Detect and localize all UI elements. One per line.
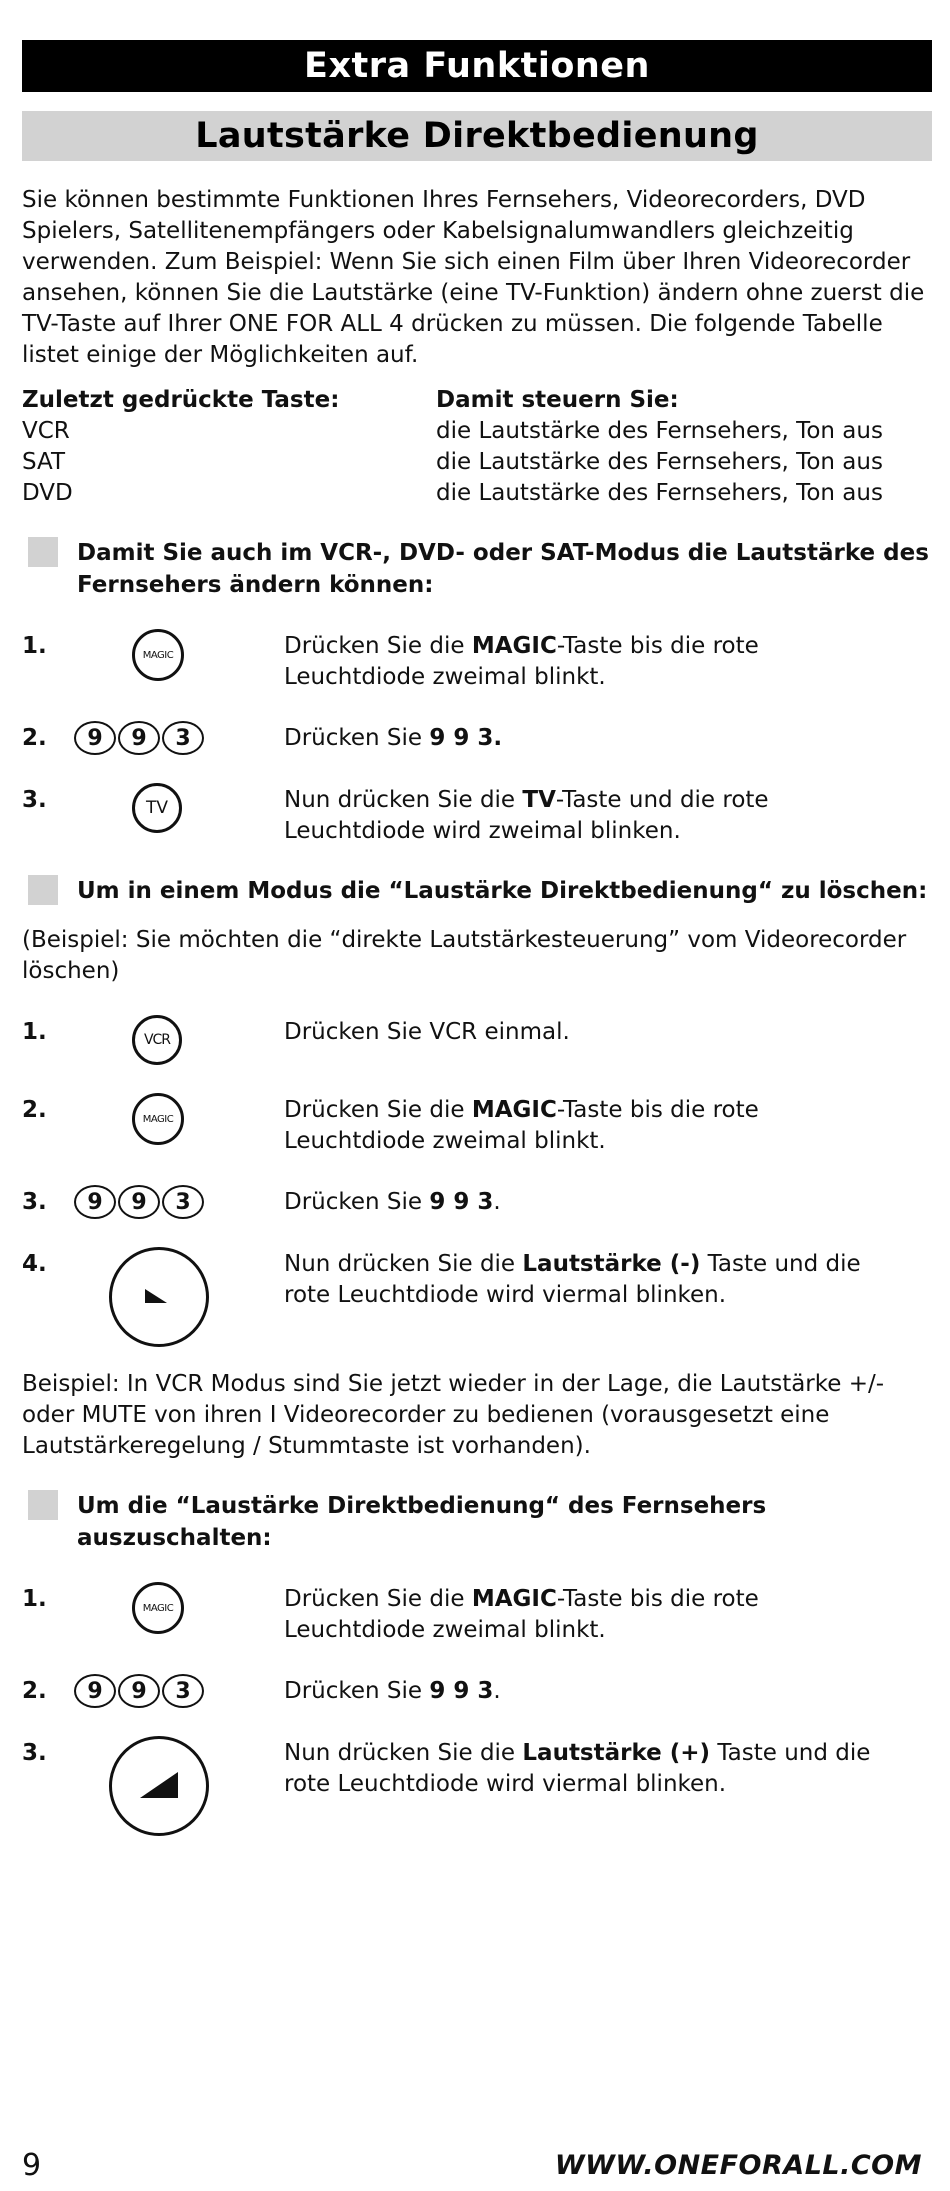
step bbox=[22, 783, 932, 847]
website-url: WWW.ONEFORALL.COM bbox=[554, 2150, 922, 2181]
step-number: 3. bbox=[22, 787, 47, 813]
step bbox=[22, 1247, 932, 1347]
digit-9-key-icon: 9 bbox=[118, 1185, 160, 1219]
digit-3-key-icon: 3 bbox=[162, 1185, 204, 1219]
step bbox=[22, 1093, 932, 1157]
step bbox=[22, 1015, 932, 1065]
page-title: Extra Funktionen bbox=[22, 40, 932, 92]
manual-page bbox=[22, 40, 932, 1836]
magic-key-icon: MAGIC bbox=[132, 1093, 184, 1145]
step-text: Drücken Sie die MAGIC-Taste bis die rote Leuchtdiode zweimal blinkt. bbox=[284, 1097, 759, 1154]
digit-9-key-icon: 9 bbox=[74, 721, 116, 755]
magic-key-icon: MAGIC bbox=[132, 1582, 184, 1634]
digit-keys-993 bbox=[74, 1674, 204, 1708]
section1-heading bbox=[22, 537, 932, 601]
step-text: Drücken Sie 9 9 3. bbox=[284, 1678, 501, 1704]
step bbox=[22, 1185, 932, 1219]
digit-9-key-icon: 9 bbox=[118, 1674, 160, 1708]
magic-key-icon: MAGIC bbox=[132, 629, 184, 681]
page-number: 9 bbox=[22, 2148, 42, 2183]
step-text: Nun drücken Sie die Lautstärke (-) Taste und die rote Leuchtdiode wird viermal blinken. bbox=[284, 1251, 861, 1308]
digit-9-key-icon: 9 bbox=[74, 1185, 116, 1219]
step-number: 2. bbox=[22, 725, 47, 751]
table-row bbox=[22, 447, 917, 478]
step-number: 3. bbox=[22, 1189, 47, 1215]
table-cell-key: SAT bbox=[22, 449, 66, 475]
table-row bbox=[22, 416, 917, 447]
digit-3-key-icon: 3 bbox=[162, 1674, 204, 1708]
step-text: Nun drücken Sie die TV-Taste und die rote Leuchtdiode wird zweimal blinken. bbox=[284, 787, 769, 844]
bullet-square-icon bbox=[28, 875, 58, 905]
section2-note: Beispiel: In VCR Modus sind Sie jetzt wieder in der Lage, die Lautstärke +/- oder MUTE von ihren I Videorecorder zu bedienen (vorausgesetzt eine Lautstärkeregelung / Stummtaste ist vorhanden). bbox=[22, 1371, 885, 1459]
table-cell-key: VCR bbox=[22, 418, 70, 444]
step-text: Drücken Sie 9 9 3. bbox=[284, 725, 503, 751]
bullet-square-icon bbox=[28, 537, 58, 567]
table-cell-control: die Lautstärke des Fernsehers, Ton aus bbox=[436, 449, 883, 475]
table-cell-control: die Lautstärke des Fernsehers, Ton aus bbox=[436, 418, 883, 444]
digit-9-key-icon: 9 bbox=[74, 1674, 116, 1708]
volume-down-key-icon bbox=[109, 1247, 209, 1347]
step bbox=[22, 1582, 932, 1646]
step bbox=[22, 721, 932, 755]
digit-3-key-icon: 3 bbox=[162, 721, 204, 755]
section2-heading-text: Um in einem Modus die “Laustärke Direktbedienung“ zu löschen: bbox=[77, 878, 928, 904]
step-number: 4. bbox=[22, 1251, 47, 1277]
table-cell-control: die Lautstärke des Fernsehers, Ton aus bbox=[436, 480, 883, 506]
section2-example: (Beispiel: Sie möchten die “direkte Lautstärkesteuerung” vom Videorecorder löschen) bbox=[22, 927, 907, 984]
section3-heading bbox=[22, 1490, 932, 1554]
step-number: 2. bbox=[22, 1678, 47, 1704]
mode-table bbox=[22, 385, 917, 509]
section2-heading bbox=[22, 875, 932, 907]
intro-paragraph: Sie können bestimmte Funktionen Ihres Fernsehers, Videorecorders, DVD Spielers, Satellitenempfängers oder Kabelsignalumwandlers gleichzeitig verwenden. Zum Beispiel: Wenn Sie sich einen Film über Ihren Videorecorder ansehen, können Sie die Lautstärke (eine TV-Funktion) ändern ohne zuerst die TV-Taste auf Ihrer ONE FOR ALL 4 drücken zu müssen. Die folgende Tabelle listet einige der Möglichkeiten auf. bbox=[22, 187, 925, 368]
digit-9-key-icon: 9 bbox=[118, 721, 160, 755]
step-number: 2. bbox=[22, 1097, 47, 1123]
vcr-key-icon: VCR bbox=[132, 1015, 182, 1065]
step-text: Drücken Sie VCR einmal. bbox=[284, 1019, 570, 1045]
bullet-square-icon bbox=[28, 1490, 58, 1520]
table-cell-key: DVD bbox=[22, 480, 73, 506]
tv-key-icon: TV bbox=[132, 783, 182, 833]
step-text: Drücken Sie die MAGIC-Taste bis die rote Leuchtdiode zweimal blinkt. bbox=[284, 633, 759, 690]
section1-heading-text: Damit Sie auch im VCR-, DVD- oder SAT-Modus die Lautstärke des Fernsehers ändern können: bbox=[77, 540, 929, 598]
table-header bbox=[22, 385, 917, 416]
digit-keys-993 bbox=[74, 1185, 204, 1219]
digit-keys-993 bbox=[74, 721, 204, 755]
step-number: 1. bbox=[22, 633, 47, 659]
step-number: 1. bbox=[22, 1019, 47, 1045]
step-number: 1. bbox=[22, 1586, 47, 1612]
step bbox=[22, 1736, 932, 1836]
step bbox=[22, 1674, 932, 1708]
section3-heading-text: Um die “Laustärke Direktbedienung“ des Fernsehers auszuschalten: bbox=[77, 1493, 767, 1551]
step bbox=[22, 629, 932, 693]
volume-up-key-icon bbox=[109, 1736, 209, 1836]
step-text: Drücken Sie 9 9 3. bbox=[284, 1189, 501, 1215]
step-text: Nun drücken Sie die Lautstärke (+) Taste und die rote Leuchtdiode wird viermal blinken. bbox=[284, 1740, 871, 1797]
table-row bbox=[22, 478, 917, 509]
table-header-key: Zuletzt gedrückte Taste: bbox=[22, 387, 340, 413]
table-header-control: Damit steuern Sie: bbox=[436, 387, 679, 413]
step-number: 3. bbox=[22, 1740, 47, 1766]
section-title: Lautstärke Direktbedienung bbox=[22, 111, 932, 161]
step-text: Drücken Sie die MAGIC-Taste bis die rote Leuchtdiode zweimal blinkt. bbox=[284, 1586, 759, 1643]
